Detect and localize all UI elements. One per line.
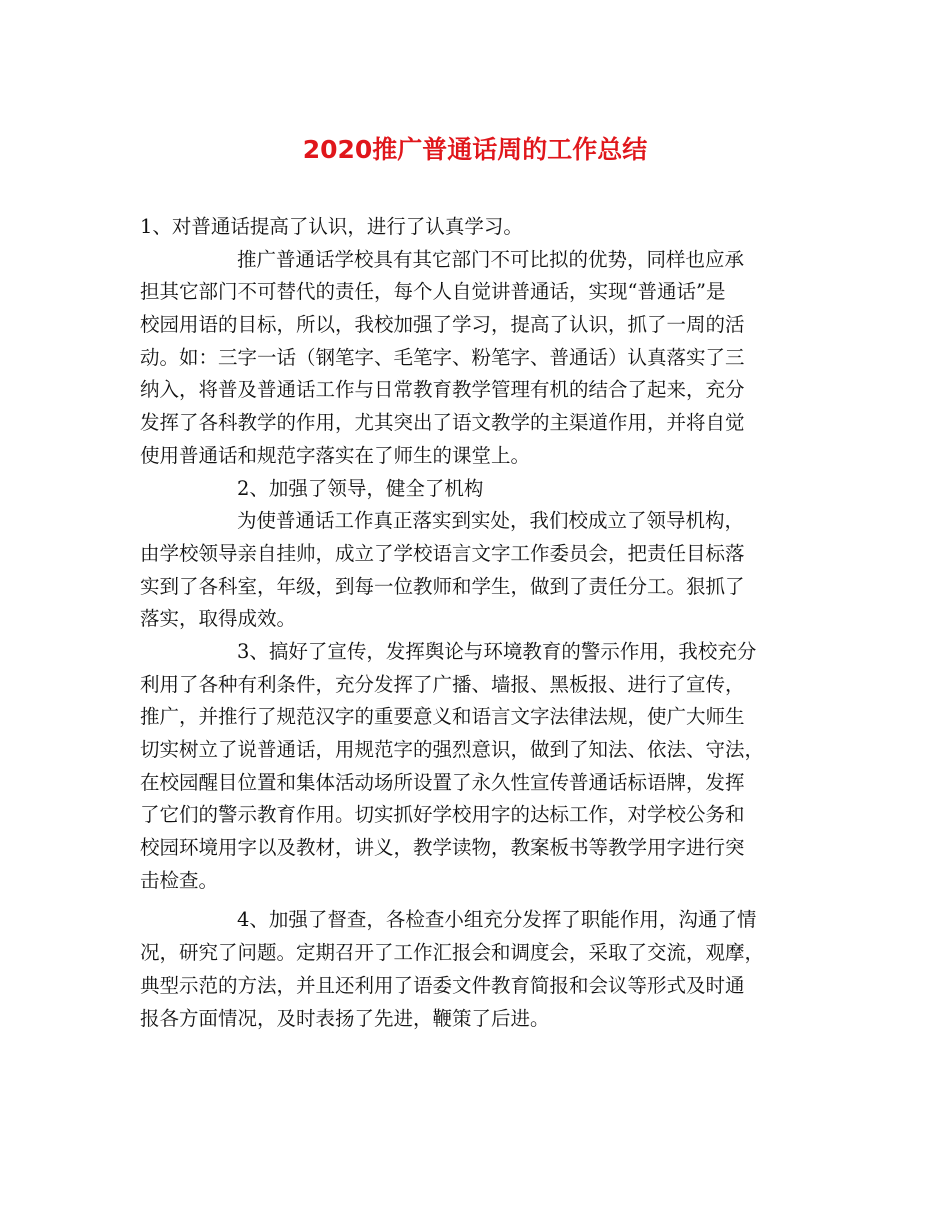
paragraph-line: 利用了各种有利条件，充分发挥了广播、墙报、黑板报、进行了宣传， (140, 672, 745, 696)
section-heading-4: 4、加强了督查，各检查小组充分发挥了职能作用，沟通了情 (237, 908, 757, 932)
paragraph-line: 由学校领导亲自挂帅，成立了学校语言文字工作委员会，把责任目标落 (140, 541, 745, 565)
paragraph-line: 推广，并推行了规范汉字的重要意义和语言文字法律法规，使广大师生 (140, 705, 745, 729)
paragraph-line: 切实树立了说普通话，用规范字的强烈意识，做到了知法、依法、守法， (140, 738, 765, 761)
document-title: 2020推广普通话周的工作总结 (302, 135, 648, 164)
paragraph-line: 在校园醒目位置和集体活动场所设置了永久性宣传普通话标语牌，发挥 (140, 770, 745, 794)
section-heading-1: 1、对普通话提高了认识，进行了认真学习。 (140, 215, 523, 238)
paragraph-line: 校园用语的目标，所以，我校加强了学习，提高了认识，抓了一周的活 (140, 313, 745, 337)
paragraph-line: 了它们的警示教育作用。切实抓好学校用字的达标工作，对学校公务和 (140, 803, 745, 827)
paragraph-line: 校园环境用字以及教材，讲义，教学读物，教案板书等教学用字进行突 (140, 836, 745, 860)
paragraph-gap (140, 897, 815, 904)
paragraph-line: 击检查。 (140, 868, 219, 892)
paragraph-line: 典型示范的方法，并且还利用了语委文件教育简报和会议等形式及时通 (140, 973, 745, 997)
paragraph-line: 为使普通话工作真正落实到实处，我们校成立了领导机构， (237, 509, 745, 533)
paragraph-line: 实到了各科室，年级，到每一位教师和学生，做到了责任分工。狠抓了 (140, 574, 745, 598)
paragraph-line: 动。如：三字一话（钢笔字、毛笔字、粉笔字、普通话）认真落实了三 (140, 345, 745, 369)
paragraph-line: 落实，取得成效。 (140, 607, 297, 631)
section-heading-2: 2、加强了领导，健全了机构 (237, 476, 484, 500)
paragraph-line: 况，研究了问题。定期召开了工作汇报会和调度会，采取了交流，观摩， (140, 941, 765, 965)
paragraph-line: 担其它部门不可替代的责任，每个人自觉讲普通话，实现“普通话”是 (140, 280, 726, 304)
paragraph-line: 使用普通话和规范字落实在了师生的课堂上。 (140, 443, 531, 467)
paragraph-line: 发挥了各科教学的作用，尤其突出了语文教学的主渠道作用，并将自觉 (140, 411, 745, 435)
paragraph-line: 推广普通话学校具有其它部门不可比拟的优势，同样也应承 (237, 247, 745, 271)
section-heading-3: 3、搞好了宣传，发挥舆论与环境教育的警示作用，我校充分 (237, 639, 757, 663)
paragraph-line: 纳入，将普及普通话工作与日常教育教学管理有机的结合了起来，充分 (140, 378, 745, 402)
paragraph-line: 报各方面情况，及时表扬了先进，鞭策了后进。 (140, 1006, 550, 1030)
document-body (140, 211, 815, 1035)
